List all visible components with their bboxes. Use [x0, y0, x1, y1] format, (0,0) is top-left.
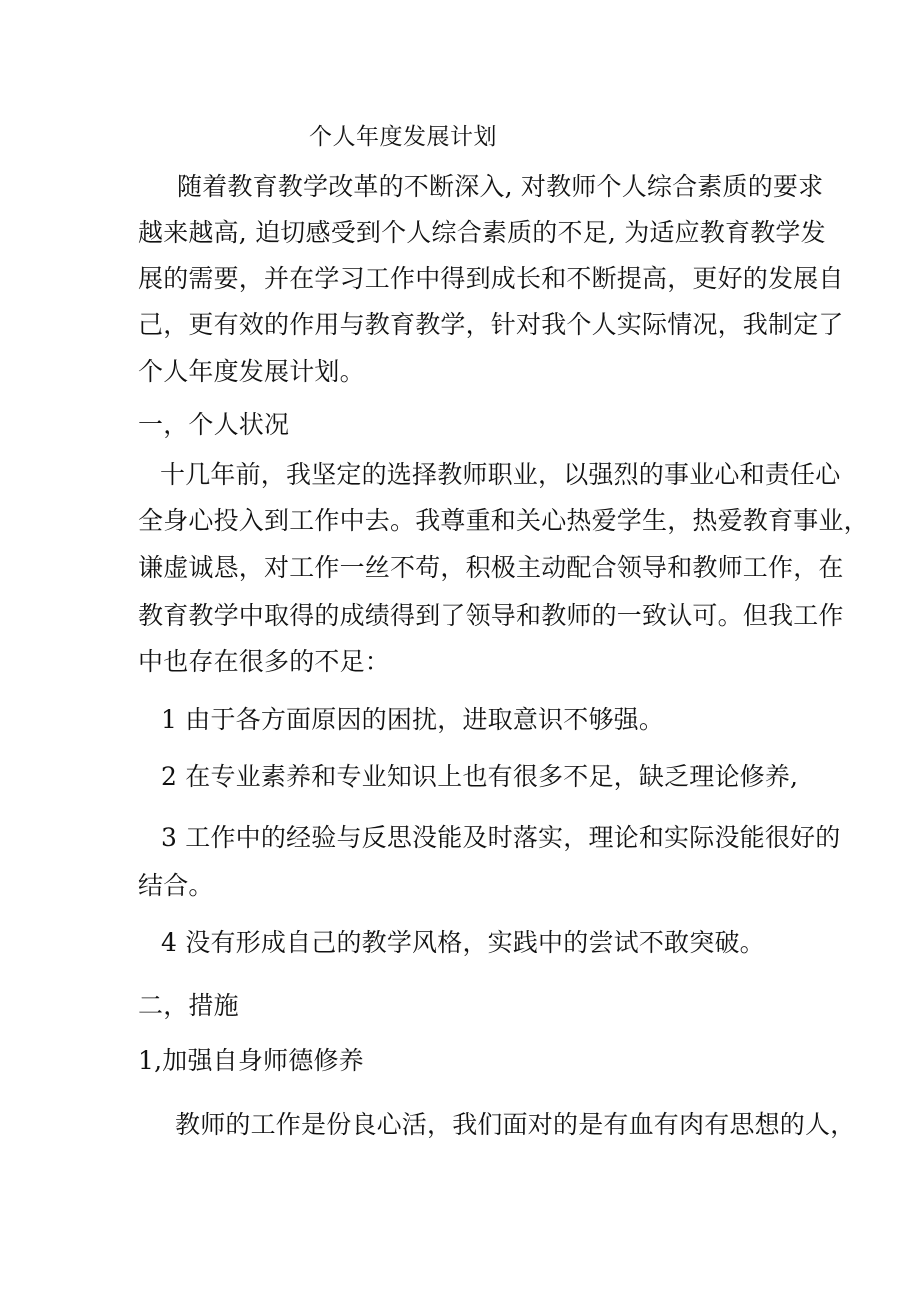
- list-item-3: 3 工作中的经验与反思没能及时落实，理论和实际没能很好的: [161, 823, 841, 852]
- section1-line-3: 谦虚诚恳，对工作一丝不苟，积极主动配合领导和教师工作，在: [138, 553, 844, 582]
- list-item-3-continued: 结合。: [138, 871, 214, 900]
- intro-line-4: 己，更有效的作用与教育教学，针对我个人实际情况，我制定了: [138, 310, 844, 339]
- section1-heading: 一，个人状况: [138, 410, 290, 439]
- intro-line-3: 展的需要，并在学习工作中得到成长和不断提高，更好的发展自: [138, 264, 844, 293]
- list-item-4: 4 没有形成自己的教学风格，实践中的尝试不敢突破。: [161, 928, 765, 957]
- intro-line-5: 个人年度发展计划。: [138, 357, 365, 386]
- section1-line-5: 中也存在很多的不足：: [138, 647, 391, 676]
- document-title: 个人年度发展计划: [309, 124, 497, 150]
- section1-line-2: 全身心投入到工作中去。我尊重和关心热爱学生，热爱教育事业，: [138, 506, 869, 535]
- section1-line-1: 十几年前，我坚定的选择教师职业，以强烈的事业心和责任心: [160, 460, 841, 489]
- section2-heading: 二，措施: [138, 991, 239, 1020]
- subsection1-heading: 1,加强自身师德修养: [138, 1046, 364, 1075]
- subsection1-line-1: 教师的工作是份良心活，我们面对的是有血有肉有思想的人，: [175, 1110, 856, 1139]
- intro-line-1: 随着教育教学改革的不断深入, 对教师个人综合素质的要求: [177, 172, 824, 201]
- intro-line-2: 越来越高, 迫切感受到个人综合素质的不足, 为适应教育教学发: [138, 218, 826, 247]
- section1-line-4: 教育教学中取得的成绩得到了领导和教师的一致认可。但我工作: [138, 601, 844, 630]
- list-item-2: 2 在专业素养和专业知识上也有很多不足，缺乏理论修养,: [161, 762, 799, 791]
- list-item-1: 1 由于各方面原因的困扰，进取意识不够强。: [161, 705, 665, 734]
